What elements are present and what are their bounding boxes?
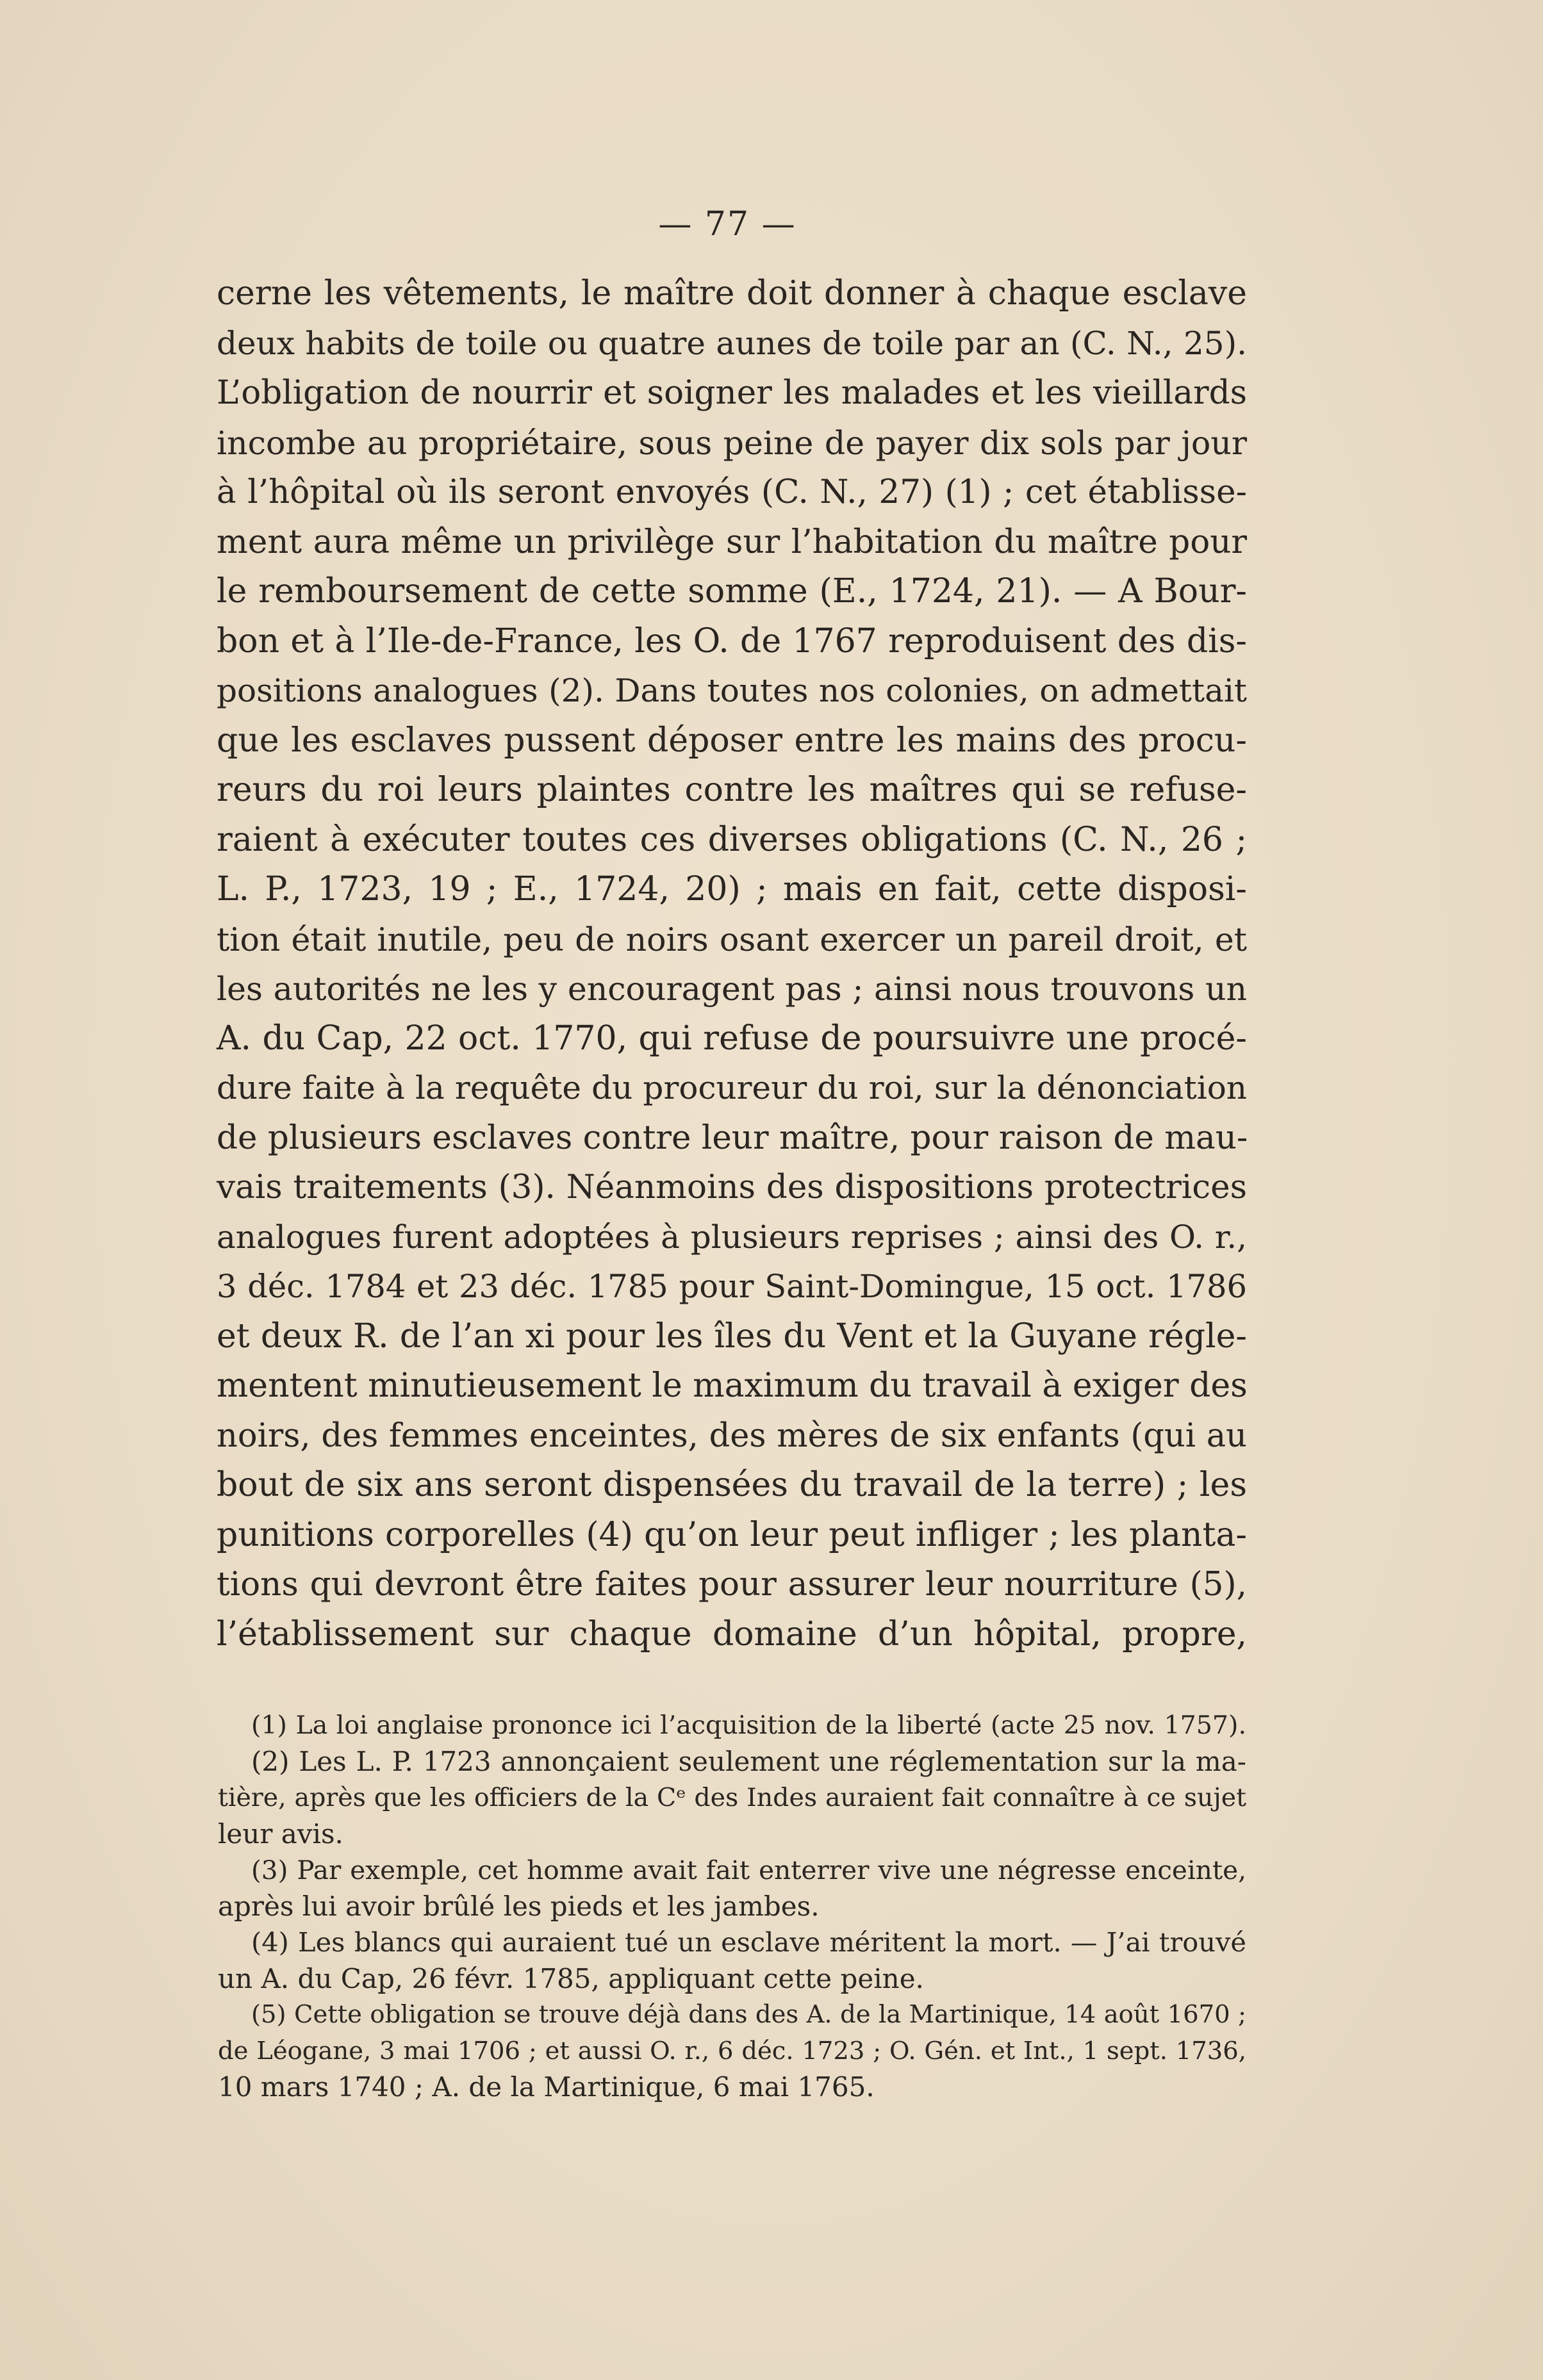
footnote-line: (3) Par exemple, cet homme avait fait enterrer vive une négresse enceinte,: [251, 1855, 1246, 1885]
body-line: noirs, des femmes enceintes, des mères de six enfants (qui au: [217, 1416, 1247, 1455]
body-line: ment aura même un privilège sur l’habitation du maître pour: [217, 522, 1247, 561]
footnote-3: [218, 1852, 1246, 1925]
body-line: et deux R. de l’an xi pour les îles du Vent et la Guyane régle-: [217, 1317, 1247, 1356]
footnote-2: [218, 1744, 1246, 1853]
footnote-line: (1) La loi anglaise prononce ici l’acquisition de la liberté (acte 25 nov. 1757).: [251, 1711, 1246, 1740]
footnotes: [218, 1707, 1246, 2106]
page-number: — 77 —: [658, 205, 796, 243]
body-line: de plusieurs esclaves contre leur maître, pour raison de mau-: [217, 1118, 1248, 1157]
body-line: analogues furent adoptées à plusieurs reprises ; ainsi des O. r.,: [217, 1218, 1247, 1256]
body-line: deux habits de toile ou quatre aunes de toile par an (C. N., 25).: [217, 324, 1247, 362]
body-line: L’obligation de nourrir et soigner les malades et les vieillards: [217, 373, 1247, 412]
body-line: 3 déc. 1784 et 23 déc. 1785 pour Saint-Domingue, 15 oct. 1786: [217, 1268, 1247, 1305]
body-line: le remboursement de cette somme (E., 1724, 21). — A Bour-: [217, 572, 1247, 611]
body-line: les autorités ne les y encouragent pas ; ainsi nous trouvons un: [217, 970, 1247, 1008]
footnote-line: tière, après que les officiers de la Cᵉ des Indes auraient fait connaître à ce sujet: [218, 1783, 1246, 1812]
footnote-5: [218, 1997, 1246, 2106]
body-line: que les esclaves pussent déposer entre les mains des procu-: [217, 721, 1247, 760]
footnote-line: (5) Cette obligation se trouve déjà dans des A. de la Martinique, 14 août 1670 ;: [251, 2000, 1246, 2029]
footnote-line: 10 mars 1740 ; A. de la Martinique, 6 mai 1765.: [218, 2071, 875, 2103]
body-line: l’établissement sur chaque domaine d’un hôpital, propre,: [217, 1614, 1247, 1654]
body-line: vais traitements (3). Néanmoins des dispositions protectrices: [217, 1168, 1247, 1206]
body-line: mentent minutieusement le maximum du travail à exiger des: [217, 1366, 1248, 1405]
body-line: dure faite à la requête du procureur du roi, sur la dénonciation: [217, 1069, 1247, 1106]
body-text: [217, 269, 1247, 1659]
body-line: raient à exécuter toutes ces diverses obligations (C. N., 26 ;: [217, 820, 1247, 859]
body-line: cerne les vêtements, le maître doit donner à chaque esclave: [217, 274, 1247, 313]
body-line: bout de six ans seront dispensées du travail de la terre) ; les: [217, 1466, 1247, 1504]
body-line: tions qui devront être faites pour assurer leur nourriture (5),: [217, 1565, 1247, 1604]
footnote-line: de Léogane, 3 mai 1706 ; et aussi O. r., 6 déc. 1723 ; O. Gén. et Int., 1 sept. 1736,: [218, 2036, 1246, 2065]
footnote-1: [218, 1707, 1246, 1744]
body-line: à l’hôpital où ils seront envoyés (C. N., 27) (1) ; cet établisse-: [217, 473, 1247, 511]
footnote-line: (2) Les L. P. 1723 annonçaient seulement une réglementation sur la ma-: [251, 1745, 1246, 1777]
footnote-line: après lui avoir brûlé les pieds et les jambes.: [218, 1890, 820, 1922]
footnote-line: un A. du Cap, 26 févr. 1785, appliquant cette peine.: [218, 1962, 924, 1994]
body-line: tion était inutile, peu de noirs osant exercer un pareil droit, et: [217, 920, 1247, 958]
body-line: A. du Cap, 22 oct. 1770, qui refuse de poursuivre une procé-: [217, 1019, 1247, 1058]
body-line: positions analogues (2). Dans toutes nos colonies, on admettait: [217, 672, 1247, 709]
body-line: L. P., 1723, 19 ; E., 1724, 20) ; mais en fait, cette disposi-: [217, 870, 1247, 908]
footnote-line: leur avis.: [218, 1818, 343, 1850]
footnote-line: (4) Les blancs qui auraient tué un esclave méritent la mort. — J’ai trouvé: [251, 1926, 1246, 1958]
body-line: reurs du roi leurs plaintes contre les maîtres qui se refuse-: [217, 771, 1247, 809]
body-line: bon et à l’Ile-de-France, les O. de 1767 reproduisent des dis-: [217, 621, 1247, 661]
body-line: incombe au propriétaire, sous peine de payer dix sols par jour: [217, 423, 1247, 462]
body-line: punitions corporelles (4) qu’on leur peut infliger ; les planta-: [217, 1515, 1247, 1554]
footnote-4: [218, 1925, 1246, 1997]
